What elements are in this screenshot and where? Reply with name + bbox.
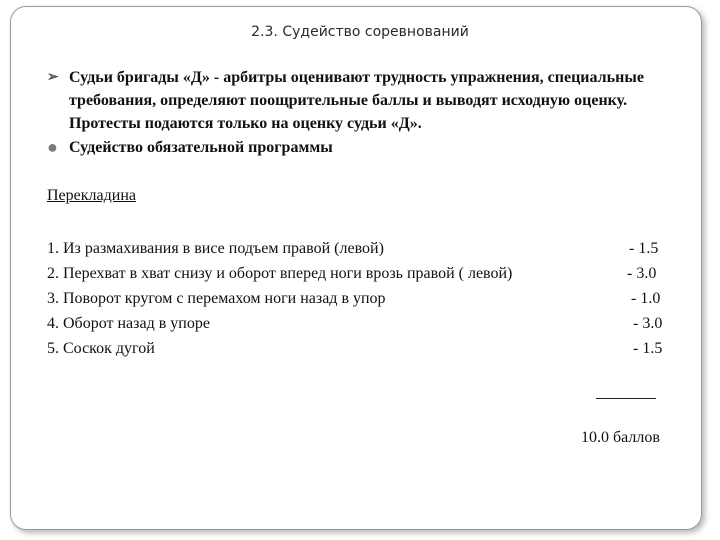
section-heading: Перекладина	[47, 187, 136, 204]
element-label: 4. Оборот назад в упоре	[47, 315, 210, 332]
element-label: 3. Поворот кругом с перемахом ноги назад в упор	[47, 290, 386, 307]
element-value: - 1.0	[631, 290, 661, 307]
element-label: 5. Соскок дугой	[47, 340, 155, 357]
element-label: 1. Из размахивания в висе подъем правой (левой)	[47, 240, 384, 257]
element-label: 2. Перехват в хват снизу и оборот вперед ноги врозь правой ( левой)	[47, 265, 513, 282]
bullet-item-judges	[47, 66, 677, 135]
slide-title: 2.3. Судейство соревнований	[251, 24, 469, 40]
element-value: - 3.0	[627, 265, 657, 282]
total-score: 10.0 баллов	[581, 429, 660, 446]
element-value: - 1.5	[633, 340, 663, 357]
element-value: - 3.0	[633, 315, 663, 332]
bullet-text: Судейство обязательной программы	[69, 139, 333, 156]
dot-bullet-icon: ●	[47, 137, 58, 157]
bullet-text: Судьи бригады «Д» - арбитры оценивают трудность упражнения, специальные требования, определяют поощрительные баллы и выводят исходную оценку. Протесты подаются только на оценку судьи «Д».	[69, 69, 644, 132]
sum-divider	[596, 398, 656, 399]
bullet-item-compulsory	[47, 136, 677, 159]
element-value: - 1.5	[629, 240, 659, 257]
arrow-bullet-icon: ➢	[47, 70, 59, 85]
